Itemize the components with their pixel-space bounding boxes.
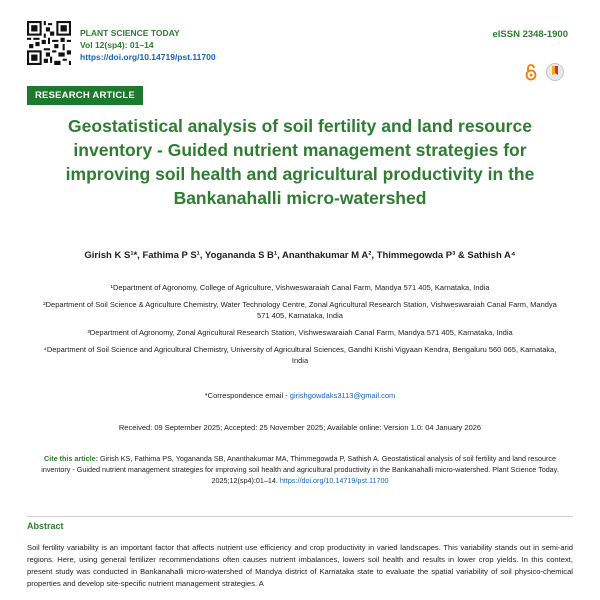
article-dates: Received: 09 September 2025; Accepted: 25 November 2025; Available online: Version 1.0: 04 January 2026 bbox=[118, 423, 482, 432]
doi-link[interactable]: https://doi.org/10.14719/pst.11700 bbox=[80, 52, 216, 62]
correspondence-email[interactable]: girishgowdaks3113@gmail.com bbox=[289, 391, 396, 400]
correspondence bbox=[40, 391, 560, 400]
affiliation: ²Department of Soil Science & Agriculture Chemistry, Water Technology Centre, Zonal Agricultural Research Station, Vishweswaraiah Canal Farm, Mandya 571 405, Karnataka, India bbox=[43, 300, 557, 320]
journal-volume: Vol 12(sp4): 01–14 bbox=[80, 40, 154, 50]
affiliation: ³Department of Agronomy, Zonal Agricultural Research Station, Vishweswaraiah Canal Farm, Mandya 571 405, Karnataka, India bbox=[87, 328, 513, 337]
author-list: Girish K S¹*, Fathima P S¹, Yogananda S B¹, Ananthakumar M A², Thimmegowda P³ & Sathish A⁴ bbox=[84, 250, 516, 261]
divider bbox=[27, 516, 573, 517]
crossmark-icon[interactable] bbox=[546, 63, 564, 81]
citation bbox=[40, 453, 560, 486]
eissn: eISSN 2348-1900 bbox=[492, 29, 568, 40]
citation-doi-link[interactable]: https://doi.org/10.14719/pst.11700 bbox=[279, 476, 389, 485]
open-access-icon[interactable] bbox=[524, 63, 538, 81]
affiliation: ¹Department of Agronomy, College of Agriculture, Vishweswaraiah Canal Farm, Mandya 571 405, Karnataka, India bbox=[110, 283, 490, 292]
citation-text: Girish KS, Fathima PS, Yogananda SB, Ananthakumar MA, Thimmegowda P, Sathish A. Geostatistical analysis of soil fertility and land resource inventory - Guided nutrient management strategies for improving soil health and agricultural productivity in the Bankanahalli micro-watershed. Plant Science Today. 2025;12(sp4):01–14. bbox=[41, 454, 559, 485]
affiliations bbox=[40, 282, 560, 372]
abstract-text: Soil fertility variability is an important factor that affects nutrient use efficiency and crop productivity in varied landscapes. This variability stands out in semi-arid regions. Here, using general fertilizer recommendations often causes nutrient imbalances, lowers soil health and results in lower crop yields. In this context, present study was conducted in Bankanahalli micro-watershed of Mandya district of Karnataka state to evaluate the spatial variability of soil physico-chemical properties and develop site-specific nutrient management strategies. A bbox=[27, 543, 573, 588]
affiliation: ⁴Department of Soil Science and Agricultural Chemistry, University of Agricultural Sciences, Gandhi Krishi Vigyaan Kendra, Bengaluru 560 065, Karnataka, India bbox=[43, 345, 557, 365]
correspondence-label: *Correspondence email - bbox=[204, 391, 290, 400]
article-title: Geostatistical analysis of soil fertility and land resource inventory - Guided nutrient management strategies for improving soil health and agricultural productivity in the Bankanahalli micro-watershed bbox=[65, 116, 535, 208]
journal-name: PLANT SCIENCE TODAY bbox=[80, 28, 180, 38]
journal-info bbox=[80, 27, 216, 63]
qr-code-icon bbox=[27, 21, 71, 65]
article-type-badge: RESEARCH ARTICLE bbox=[27, 86, 143, 105]
citation-label: Cite this article: bbox=[44, 454, 98, 463]
abstract-heading: Abstract bbox=[27, 521, 64, 531]
